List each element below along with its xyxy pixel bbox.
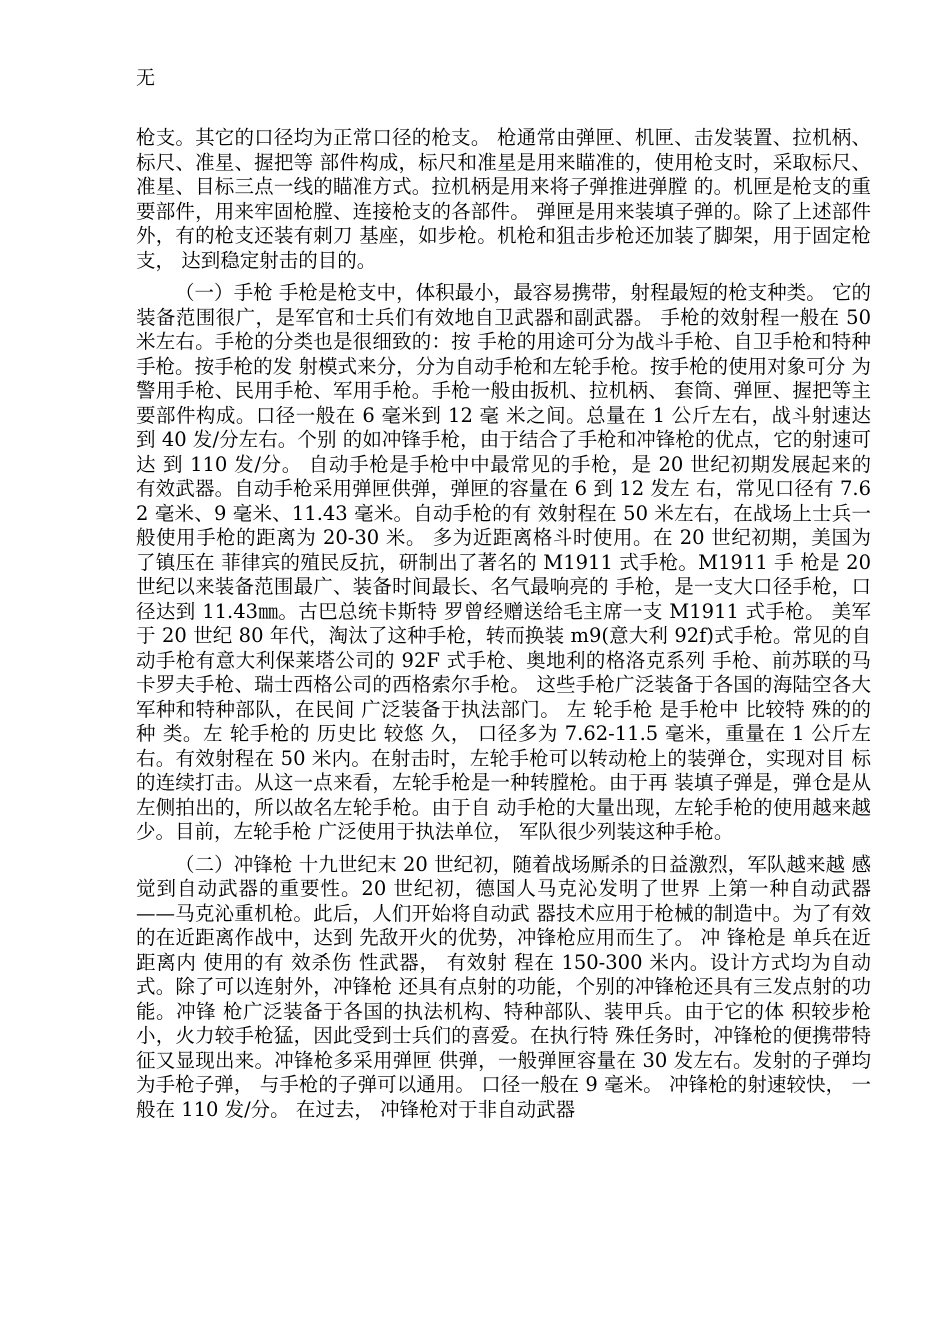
paragraph-pistol: （一）手枪 手枪是枪支中，体积最小，最容易携带，射程最短的枪支种类。 它的装备范围很广，是军官和士兵们有效地自卫武器和副武器。 手枪的效射程一般在 50 米左右。手枪的分类也是很细致的：按 手枪的用途可分为战斗手枪、自卫手枪和特种手枪。按手枪的发 射模式来分，分为自动手枪和左轮手枪。按手枪的使用对象可分 为警用手枪、民用手枪、军用手枪。手枪一般由扳机、拉机柄、 套筒、弹匣、握把等主要部件构成。口径一般在 6 毫米到 12 毫 米之间。总量在 1 公斤左右，战斗射速达到 40 发/分左右。个别 的如冲锋手枪，由于结合了手枪和冲锋枪的优点，它的射速可达 到 110 发/分。 自动手枪是手枪中中最常见的手枪，是 20 世纪初期发展起来的 有效武器。自动手枪采用弹匣供弹，弹匣的容量在 6 到 12 发左 右，常见口径有 7.62 毫米、9 毫米、11.43 毫米。自动手枪的有 效射程在 50 米左右，在战场上士兵一般使用手枪的距离为 20-30 米。 多为近距离格斗时使用。在 20 世纪初期，美国为了镇压在 菲律宾的殖民反抗，研制出了著名的 M1911 式手枪。M1911 手 枪是 20 世纪以来装备范围最广、装备时间最长、名气最响亮的 手枪，是一支大口径手枪，口径达到 11.43㎜。古巴总统卡斯特 罗曾经赠送给毛主席一支 M1911 式手枪。 美军于 20 世纪 80 年代，淘汰了这种手枪，转而换装 m9(意大利 92f)式手枪。常见的自 动手枪有意大利保莱塔公司的 92F 式手枪、奥地利的格洛克系列 手枪、前苏联的马卡罗夫手枪、瑞士西格公司的西格索尔手枪。 这些手枪广泛装备于各国的海陆空各大军种和特种部队，在民间 广泛装备于执法部门。 左 轮手枪 是手枪中 比较特 殊的的种 类。左 轮手枪的 历史比 较悠 久， 口径多为 7.62-11.5 毫米，重量在 1 公斤左右。有效射程在 50 米内。在射击时，左轮手枪可以转动枪上的装弹仓，实现对目 标的连续打击。从这一点来看，左轮手枪是一种转膛枪。由于再 装填子弹是，弹仓是从左侧拍出的，所以故名左轮手枪。由于自 动手枪的大量出现，左轮手枪的使用越来越少。目前，左轮手枪 广泛使用于执法单位， 军队很少列装这种手枪。 (136, 281, 871, 843)
page-header: 无 (136, 67, 156, 89)
paragraph-gun-components: 枪支。其它的口径均为正常口径的枪支。 枪通常由弹匣、机匣、击发装置、拉机柄、标尺、准星、握把等 部件构成，标尺和准星是用来瞄准的，使用枪支时，采取标尺、 准星、目标三点一线的瞄准方式。拉机柄是用来将子弹推进弹膛 的。机匣是枪支的重要部件，用来牢固枪膛、连接枪支的各部件。 弹匣是用来装填子弹的。除了上述部件外，有的枪支还装有刺刀 基座，如步枪。机枪和狙击步枪还加装了脚架，用于固定枪支， 达到稳定射击的目的。 (136, 126, 871, 272)
document-body (136, 126, 871, 1122)
paragraph-submachine-gun: （二）冲锋枪 十九世纪末 20 世纪初，随着战场厮杀的日益激烈，军队越来越 感觉到自动武器的重要性。20 世纪初，德国人马克沁发明了世界 上第一种自动武器——马克沁重机枪。此后，人们开始将自动武 器技术应用于枪械的制造中。为了有效的在近距离作战中，达到 先敌开火的优势，冲锋枪应用而生了。 冲 锋枪是 单兵在近 距离内 使用的有 效杀伤 性武器， 有效射 程在 150-300 米内。设计方式均为自动式。除了可以连射外，冲锋枪 还具有点射的功能，个别的冲锋枪还具有三发点射的功能。冲锋 枪广泛装备于各国的执法机构、特种部队、装甲兵。由于它的体 积较步枪小，火力较手枪猛，因此受到士兵们的喜爱。在执行特 殊任务时，冲锋枪的便携带特征又显现出来。冲锋枪多采用弹匣 供弹，一般弹匣容量在 30 发左右。发射的子弹均为手枪子弹， 与手枪的子弹可以通用。 口径一般在 9 毫米。 冲锋枪的射速较快， 一般在 110 发/分。 在过去， 冲锋枪对于非自动武器 (136, 852, 871, 1121)
